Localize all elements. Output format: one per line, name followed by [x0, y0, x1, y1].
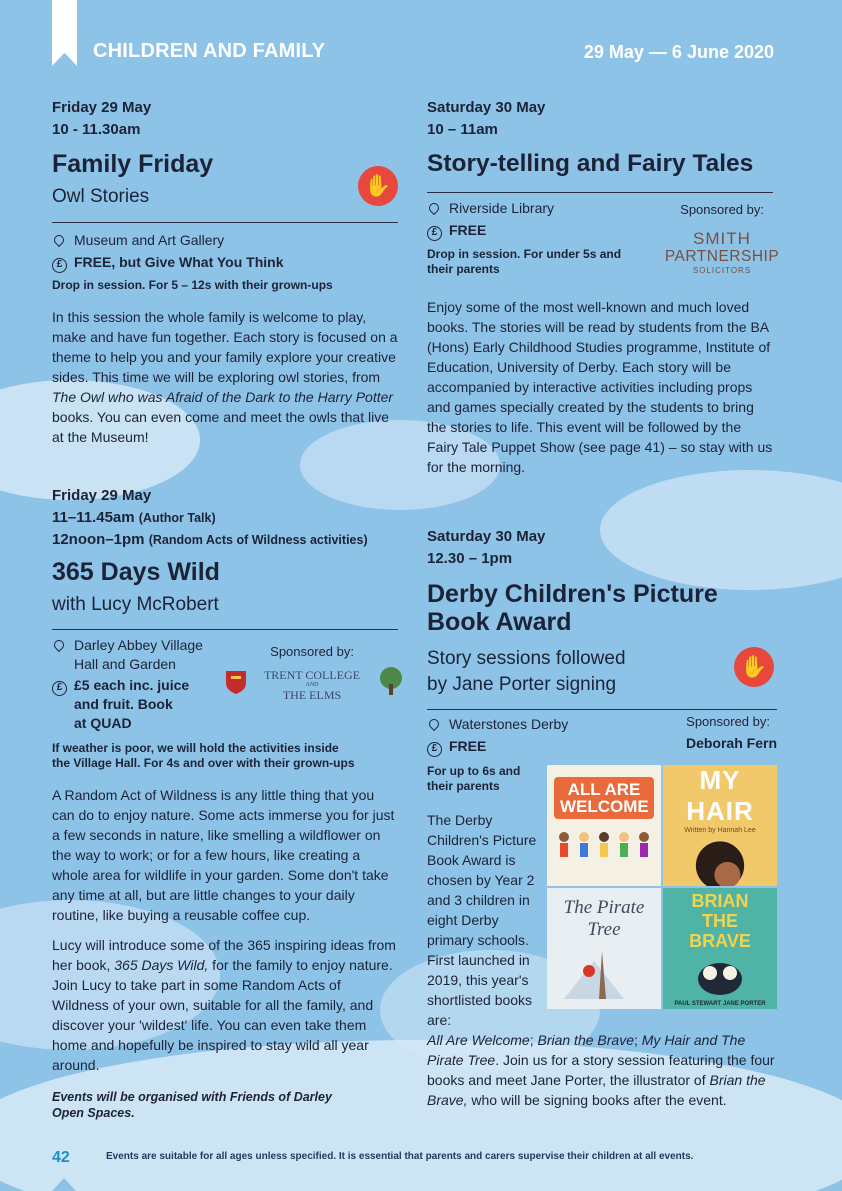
tree-illustration — [554, 941, 654, 1001]
map-pin-icon — [427, 715, 449, 734]
venue: Museum and Art Gallery — [74, 232, 225, 248]
sponsor-name: SMITH — [693, 229, 751, 248]
event-subtitle: with Lucy McRobert — [52, 594, 219, 615]
sponsor-name: SOLICITORS — [692, 266, 752, 275]
event-description — [427, 1030, 777, 1110]
sponsor-logo-smith — [664, 230, 780, 276]
price: FREE, but Give What You Think — [74, 254, 284, 270]
price-row — [52, 253, 398, 273]
page-tab-triangle — [52, 1178, 76, 1191]
price-line: £5 each inc. juice — [74, 677, 190, 693]
sponsor-name: THE ELMS — [282, 688, 342, 702]
girl-illustration — [680, 834, 760, 886]
event-date: Saturday 30 May — [427, 99, 546, 116]
price: FREE — [449, 222, 487, 238]
description-italic: 365 Days Wild, — [114, 957, 209, 973]
divider — [52, 222, 398, 223]
description-text: Lucy will introduce some of the 365 inspiring ideas from her book, — [52, 937, 396, 973]
audience-note: their parents — [427, 262, 500, 276]
audience-note: Drop in session. For under 5s and — [427, 247, 622, 261]
audience-note: Drop in session. For 5 – 12s with their grown-ups — [52, 278, 333, 292]
section-title: CHILDREN AND FAMILY — [93, 40, 326, 62]
book-cover-my-hair — [663, 765, 777, 886]
price-line: and fruit. Book — [74, 696, 173, 712]
venue-line: Hall and Garden — [74, 656, 176, 672]
audience-note: For up to 6s and — [427, 764, 521, 778]
footnote: Events will be organised with Friends of Darley — [52, 1090, 332, 1104]
map-pin-icon — [52, 636, 74, 655]
divider — [427, 709, 777, 710]
event-time: 10 - 11.30am — [52, 121, 141, 138]
description-text: . Join us for a story session featuring the four books and meet Jane Porter, the illustrator of — [427, 1052, 775, 1088]
event-title: Family Friday — [52, 150, 214, 178]
map-pin-icon — [52, 231, 74, 250]
event-time: 12.30 – 1pm — [427, 550, 513, 567]
event-subtitle: Owl Stories — [52, 186, 150, 207]
description-text: who will be signing books after the event. — [467, 1092, 727, 1108]
sponsor-logo-trent — [252, 669, 372, 702]
audience-note: their parents — [427, 779, 500, 793]
map-pin-icon — [427, 199, 449, 218]
sponsor-name: AND — [305, 682, 319, 688]
divider — [52, 629, 398, 630]
page-number: 42 — [52, 1149, 70, 1166]
event-time: 10 – 11am — [427, 121, 498, 138]
book-covers-grid — [547, 765, 777, 1009]
event-description: A Random Act of Wildness is any little thing that you can do to enjoy nature. Some acts immerse you for just a few seconds in nature, like smelling a wildflower on the way to work; or for a few hours, like creating a whole area for wildlife in your garden. Some don't take any time at all, but are little changes to your daily routine, like buying a reusable coffee cup. — [52, 787, 395, 923]
sponsor-label: Sponsored by: — [686, 714, 770, 729]
divider — [427, 192, 773, 193]
description-text: In this session the whole family is welcome to play, make and have fun together. Each story is focused on a theme to help you and your family explore your creative sides. This time we will be exploring owl stories, from — [52, 309, 398, 385]
venue: Riverside Library — [449, 200, 555, 216]
audience-note: the Village Hall. For 4s and over with their grown-ups — [52, 756, 355, 770]
book-cover-title: ALL ARE WELCOME — [554, 777, 654, 819]
audience-note: If weather is poor, we will hold the activities inside — [52, 741, 339, 755]
event-time-note: (Author Talk) — [138, 511, 216, 525]
bookmark-ribbon — [52, 0, 77, 66]
book-title: Brian the Brave, — [427, 1072, 766, 1108]
book-cover-credit: Written by Hannah Lee — [684, 827, 756, 834]
event-date: Friday 29 May — [52, 487, 152, 504]
venue-line: Darley Abbey Village — [74, 637, 203, 653]
pound-circle-icon: £ — [427, 221, 449, 241]
ram-illustration — [685, 951, 755, 1001]
bsl-signing-icon: ✋ — [734, 647, 774, 687]
event-time: 11–11.45am — [52, 509, 135, 526]
book-cover-credit: PAUL STEWART JANE PORTER — [674, 1000, 766, 1007]
pound-circle-icon: £ — [52, 676, 74, 696]
venue: Waterstones Derby — [449, 716, 569, 732]
book-title: All Are Welcome — [427, 1032, 530, 1048]
price-line: at QUAD — [74, 715, 132, 731]
school-crest-icon — [222, 668, 250, 696]
sponsor-label: Sponsored by: — [270, 644, 354, 659]
book-title: My Hair and The Pirate Tree — [427, 1032, 746, 1068]
book-cover-title: The Pirate Tree — [563, 896, 645, 940]
event-story-telling — [427, 97, 773, 477]
description-italic: The Owl who was Afraid of the Dark to the Harry Potter — [52, 389, 394, 405]
event-title: Book Award — [427, 608, 572, 636]
event-subtitle: Story sessions followed — [427, 648, 626, 669]
description-text: books. You can even come and meet the owls that live at the Museum! — [52, 409, 389, 445]
venue-row — [52, 231, 398, 250]
footer-disclaimer: Events are suitable for all ages unless specified. It is essential that parents and carers supervise their children at all events. — [106, 1151, 694, 1162]
book-cover-pirate-tree — [547, 888, 661, 1009]
event-description — [52, 307, 398, 447]
event-title: 365 Days Wild — [52, 558, 220, 586]
sponsor-label: Sponsored by: — [680, 202, 764, 217]
sponsor-name: Deborah Fern — [685, 735, 777, 751]
book-cover-title: MY HAIR — [686, 765, 754, 826]
event-family-friday — [52, 97, 398, 447]
pound-circle-icon: £ — [427, 737, 449, 757]
pound-circle-icon: £ — [52, 253, 74, 273]
date-range: 29 May — 6 June 2020 — [583, 42, 774, 62]
event-time: 12noon–1pm — [52, 531, 145, 548]
event-description — [52, 935, 398, 1075]
sponsor-name: PARTNERSHIP — [664, 248, 780, 265]
event-description: Enjoy some of the most well-known and much loved books. The stories will be read by students from the BA (Hons) Early Childhood Studies programme, Institute of Education, University of Derby. Each story will be accompanied by interactive activities including props and games specially created by the students to bring the stories to life. This event will be followed by the Fairy Tale Puppet Show (see page 41) – so stay with us for the morning. — [427, 299, 773, 475]
children-illustration — [554, 825, 654, 875]
description-text: ; — [633, 1032, 642, 1048]
book-cover-title: BRIAN THE BRAVE — [689, 890, 751, 951]
event-title: Story-telling and Fairy Tales — [427, 150, 754, 177]
event-date: Saturday 30 May — [427, 528, 546, 545]
price: FREE — [449, 738, 487, 754]
event-subtitle: by Jane Porter signing — [427, 674, 617, 695]
book-title: Brian the Brave — [537, 1032, 634, 1048]
book-cover-brian-the-brave — [663, 888, 777, 1009]
book-cover-all-are-welcome — [547, 765, 661, 886]
event-365-days-wild — [52, 485, 398, 1121]
event-description: The Derby Children's Picture Book Award is chosen by Year 2 and 3 children in eight Derby primary schools. First launched in 2019, this year's shortlisted books are: — [427, 812, 537, 1028]
footnote: Open Spaces. — [52, 1106, 135, 1120]
event-time-note: (Random Acts of Wildness activities) — [148, 533, 368, 547]
event-title: Derby Children's Picture — [427, 580, 718, 608]
sponsor-name: TRENT COLLEGE — [263, 668, 361, 682]
tree-logo-icon — [376, 666, 406, 696]
bsl-signing-icon: ✋ — [358, 166, 398, 206]
event-date: Friday 29 May — [52, 99, 152, 116]
description-text: ; — [529, 1032, 538, 1048]
description-text: for the family to enjoy nature. Join Lucy to take part in some Random Acts of Wildness of your own, suitable for all the family, and discover your 'wildest' life. You can even take them home and hopefully be inspired to stay wild all year around. — [52, 957, 393, 1073]
